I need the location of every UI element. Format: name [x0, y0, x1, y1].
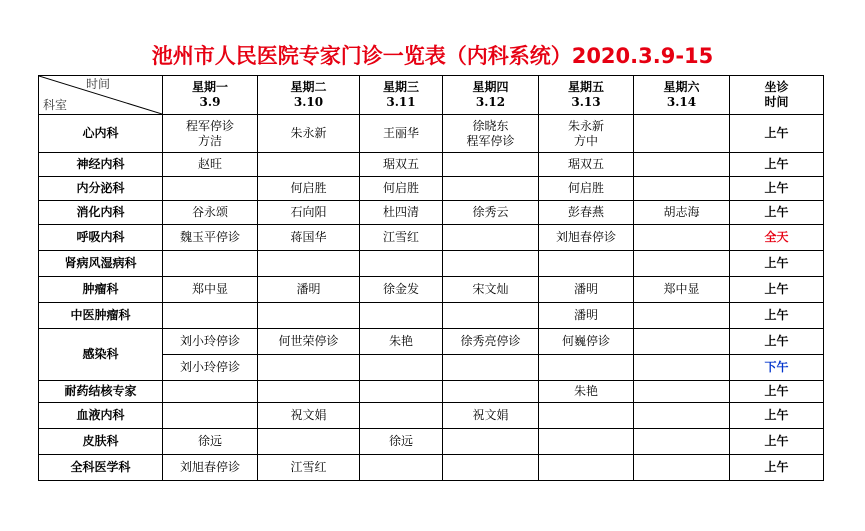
doctor-cell: [360, 355, 443, 381]
session-time-cell: 上午: [730, 153, 824, 177]
doctor-cell: [258, 115, 360, 153]
session-time-cell: 上午: [730, 177, 824, 201]
session-time-cell: 上午: [730, 303, 824, 329]
doctor-cell: [163, 177, 258, 201]
doctor-cell: [539, 115, 634, 153]
doctor-cell: [443, 355, 539, 381]
day-header: [163, 76, 258, 115]
doctor-name: 徐秀亮停诊: [460, 334, 521, 348]
schedule-table: [38, 75, 824, 481]
doctor-cell: [258, 403, 360, 429]
doctor-cell: [634, 277, 730, 303]
doctor-name: 方中: [573, 133, 598, 148]
doctor-cell: [539, 355, 634, 381]
doctor-cell: [539, 277, 634, 303]
doctor-cell: [634, 455, 730, 481]
doctor-cell: [634, 115, 730, 153]
day-name: 星期一: [191, 80, 228, 94]
doctor-cell: [443, 381, 539, 403]
doctor-name: 宋文灿: [472, 282, 509, 296]
doctor-cell: [539, 403, 634, 429]
doctor-name: 潘明: [573, 282, 598, 296]
doctor-cell: [258, 329, 360, 355]
doctor-cell: [258, 153, 360, 177]
table-row: [39, 225, 824, 251]
page-title: 池州市人民医院专家门诊一览表（内科系统）2020.3.9-15: [151, 44, 714, 68]
doctor-cell: [258, 355, 360, 381]
doctor-cell: [443, 303, 539, 329]
doctor-name: 朱艳: [388, 334, 413, 348]
doctor-name: 刘小玲停诊: [179, 360, 240, 374]
doctor-name: 琚双五: [382, 157, 419, 171]
doctor-cell: [163, 303, 258, 329]
doctor-name: 朱永新: [567, 118, 604, 133]
table-row: [39, 403, 824, 429]
doctor-cell: [258, 455, 360, 481]
doctor-cell: [360, 429, 443, 455]
time-header: [730, 76, 824, 115]
time-header-l2: 时间: [764, 95, 789, 109]
doctor-cell: [360, 201, 443, 225]
dept-cell: 皮肤科: [39, 429, 163, 455]
session-time-cell: 下午: [730, 355, 824, 381]
doctor-cell: [443, 455, 539, 481]
doctor-name: 刘旭春停诊: [179, 460, 240, 474]
doctor-name: 刘小玲停诊: [179, 334, 240, 348]
doctor-cell: [634, 177, 730, 201]
doctor-cell: [163, 381, 258, 403]
day-name: 星期四: [472, 80, 509, 94]
day-date: 3.13: [571, 95, 601, 109]
doctor-name: 祝文娟: [290, 408, 327, 422]
doctor-name: 何启胜: [382, 181, 419, 195]
day-name: 星期五: [567, 80, 604, 94]
day-date: 3.10: [293, 95, 324, 109]
doctor-cell: [258, 251, 360, 277]
doctor-cell: [163, 403, 258, 429]
table-row: [39, 329, 824, 355]
doctor-cell: [163, 329, 258, 355]
doctor-name: 程军停诊: [466, 133, 515, 148]
doctor-cell: [360, 403, 443, 429]
doctor-name: 胡志海: [663, 205, 700, 219]
header-row: [39, 76, 824, 115]
session-time-cell: 上午: [730, 115, 824, 153]
doctor-name: 何启胜: [290, 181, 327, 195]
doctor-cell: [539, 153, 634, 177]
doctor-name: 赵旺: [197, 157, 222, 171]
time-header-l1: 坐诊: [764, 80, 789, 94]
doctor-cell: [539, 177, 634, 201]
day-date: 3.12: [475, 95, 506, 109]
session-time-cell: 上午: [730, 429, 824, 455]
doctor-name: 何世荣停诊: [278, 334, 339, 348]
session-time-cell: 上午: [730, 329, 824, 355]
doctor-name: 徐秀云: [472, 205, 509, 219]
doctor-cell: [360, 455, 443, 481]
doctor-cell: [163, 251, 258, 277]
doctor-cell: [539, 225, 634, 251]
doctor-name: 郑中显: [191, 282, 228, 296]
doctor-cell: [443, 177, 539, 201]
doctor-name: 江雪红: [290, 460, 327, 474]
doctor-cell: [258, 177, 360, 201]
doctor-cell: [443, 115, 539, 153]
doctor-cell: [360, 251, 443, 277]
session-time-cell: 上午: [730, 201, 824, 225]
doctor-cell: [360, 225, 443, 251]
doctor-cell: [163, 201, 258, 225]
doctor-name: 蒋国华: [290, 230, 327, 244]
table-row: [39, 277, 824, 303]
table-row: [39, 153, 824, 177]
doctor-cell: [258, 381, 360, 403]
doctor-cell: [258, 429, 360, 455]
doctor-cell: [163, 153, 258, 177]
doctor-name: 方洁: [197, 133, 222, 148]
doctor-cell: [539, 429, 634, 455]
table-row: [39, 381, 824, 403]
dept-cell: 心内科: [39, 115, 163, 153]
doctor-name: 朱永新: [290, 126, 327, 140]
doctor-cell: [443, 251, 539, 277]
day-header: [634, 76, 730, 115]
doctor-cell: [163, 277, 258, 303]
doctor-cell: [634, 251, 730, 277]
doctor-name: 魏玉平停诊: [179, 230, 240, 244]
doctor-cell: [443, 201, 539, 225]
doctor-cell: [634, 329, 730, 355]
doctor-cell: [634, 153, 730, 177]
doctor-name: 江雪红: [382, 230, 419, 244]
doctor-cell: [539, 201, 634, 225]
doctor-cell: [163, 355, 258, 381]
doctor-name: 何巍停诊: [561, 334, 610, 348]
session-time-cell: 全天: [730, 225, 824, 251]
session-time-cell: 上午: [730, 277, 824, 303]
session-time-cell: 上午: [730, 251, 824, 277]
doctor-cell: [539, 329, 634, 355]
session-time-cell: 上午: [730, 455, 824, 481]
dept-cell: 呼吸内科: [39, 225, 163, 251]
doctor-cell: [360, 153, 443, 177]
doctor-name: 朱艳: [573, 384, 598, 398]
doctor-cell: [634, 429, 730, 455]
day-header: [258, 76, 360, 115]
day-date: 3.14: [666, 95, 697, 109]
doctor-cell: [443, 329, 539, 355]
doctor-name: 祝文娟: [472, 408, 509, 422]
doctor-cell: [163, 455, 258, 481]
session-time-cell: 上午: [730, 381, 824, 403]
doctor-cell: [443, 403, 539, 429]
doctor-cell: [360, 329, 443, 355]
doctor-name: 潘明: [573, 308, 598, 322]
doctor-cell: [258, 225, 360, 251]
doctor-name: 杜四清: [382, 205, 419, 219]
doctor-name: 彭春燕: [567, 205, 604, 219]
day-header: [360, 76, 443, 115]
dept-cell: 消化内科: [39, 201, 163, 225]
doctor-name: 何启胜: [567, 181, 604, 195]
dept-cell: 肿瘤科: [39, 277, 163, 303]
doctor-name: 石向阳: [290, 205, 327, 219]
doctor-name: 刘旭春停诊: [555, 230, 616, 244]
doctor-cell: [360, 115, 443, 153]
corner-time-label: 时间: [85, 77, 110, 91]
doctor-cell: [360, 277, 443, 303]
doctor-name: 琚双五: [567, 157, 604, 171]
doctor-cell: [360, 303, 443, 329]
doctor-cell: [539, 381, 634, 403]
doctor-cell: [443, 153, 539, 177]
day-name: 星期二: [290, 80, 327, 94]
session-time-cell: 上午: [730, 403, 824, 429]
doctor-cell: [539, 455, 634, 481]
doctor-cell: [443, 225, 539, 251]
doctor-name: 潘明: [296, 282, 321, 296]
doctor-cell: [539, 303, 634, 329]
table-row: [39, 303, 824, 329]
doctor-cell: [258, 277, 360, 303]
dept-cell: 全科医学科: [39, 455, 163, 481]
doctor-name: 徐远: [388, 434, 413, 448]
doctor-cell: [443, 429, 539, 455]
day-date: 3.11: [386, 95, 416, 109]
day-header: [443, 76, 539, 115]
table-row: [39, 115, 824, 153]
doctor-name: 郑中显: [663, 282, 700, 296]
day-name: 星期三: [382, 80, 419, 94]
doctor-cell: [163, 225, 258, 251]
doctor-name: 谷永颂: [191, 205, 228, 219]
table-row: [39, 177, 824, 201]
dept-cell: 肾病风湿病科: [39, 251, 163, 277]
dept-cell: 感染科: [39, 329, 163, 381]
table-row: [39, 251, 824, 277]
doctor-name: 徐晓东: [472, 118, 509, 133]
table-row: [39, 429, 824, 455]
day-date: 3.9: [199, 95, 221, 109]
doctor-cell: [258, 201, 360, 225]
doctor-cell: [634, 225, 730, 251]
doctor-cell: [163, 115, 258, 153]
doctor-cell: [634, 355, 730, 381]
doctor-cell: [634, 303, 730, 329]
doctor-name: 徐金发: [382, 282, 419, 296]
doctor-cell: [634, 201, 730, 225]
doctor-cell: [539, 251, 634, 277]
day-header: [539, 76, 634, 115]
doctor-cell: [634, 403, 730, 429]
table-row: [39, 455, 824, 481]
dept-cell: 中医肿瘤科: [39, 303, 163, 329]
doctor-cell: [360, 177, 443, 201]
day-name: 星期六: [663, 80, 700, 94]
doctor-cell: [634, 381, 730, 403]
corner-dept-label: 科室: [43, 98, 68, 112]
doctor-cell: [258, 303, 360, 329]
dept-cell: 神经内科: [39, 153, 163, 177]
dept-cell: 血液内科: [39, 403, 163, 429]
doctor-cell: [443, 277, 539, 303]
corner-cell: [39, 76, 163, 115]
doctor-name: 徐远: [197, 434, 222, 448]
table-row: [39, 201, 824, 225]
doctor-cell: [163, 429, 258, 455]
doctor-name: 王丽华: [382, 126, 419, 140]
dept-cell: 内分泌科: [39, 177, 163, 201]
doctor-cell: [360, 381, 443, 403]
doctor-name: 程军停诊: [185, 118, 234, 133]
dept-cell: 耐药结核专家: [39, 381, 163, 403]
